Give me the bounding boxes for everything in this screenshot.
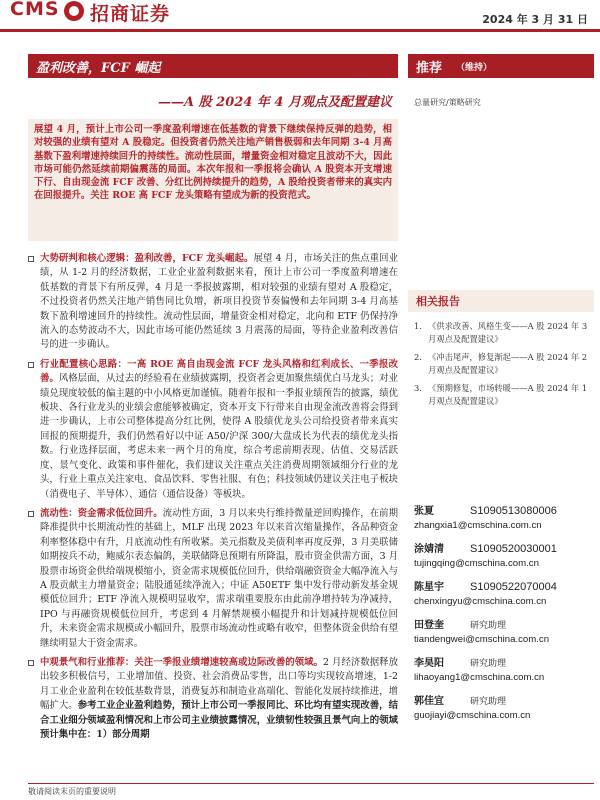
author-list bbox=[414, 502, 594, 730]
related-report-number: 1. bbox=[414, 321, 422, 331]
rating-status: （维持） bbox=[456, 63, 493, 73]
author-license-id: S1090513080006 bbox=[470, 505, 557, 517]
header-divider bbox=[0, 29, 600, 32]
author-email[interactable]: lihaoyang1@cmschina.com.cn bbox=[414, 672, 545, 683]
report-date: 2024 年 3 月 31 日 bbox=[482, 13, 588, 26]
author-name: 陈星宇 bbox=[414, 582, 444, 593]
footer-divider bbox=[28, 783, 594, 784]
logo-emblem-icon bbox=[64, 1, 84, 21]
related-report-item[interactable] bbox=[414, 382, 594, 407]
section-body: 2 月经济数据释放出较多积极信号，工业增加值、投资、社会消费品零售，出口等均实现较高增速，1-2 月工业企业盈利在较低基数背景，消费复苏和制造业高端化、智能化发展持续推进，增幅扩大。 bbox=[40, 656, 398, 712]
author-name: 田登奎 bbox=[414, 620, 444, 631]
author-email[interactable]: chenxingyu@cmschina.com.cn bbox=[414, 596, 547, 607]
section-body: 风格层面，从过去的经验看在业绩披露期，投资者会更加聚焦绩优白马龙头；对业绩兑现度较低的偏主题的中小风格更加谨慎。随着年报和一季报业绩预告的披露，绩优板块、各行业龙头的业绩会愈能够被确定，资本开支下行带来自由现金流改善将会得到进一步确认，上市公司整体提高分红比例，使得 A 股绩优龙头公司给投资者带来真实回报的预期提升，我们仍然看好以中证 A50/沪深 300/大盘成长为代表的绩优龙头指数。行业选择层面，考虑未来一两个月的角度，综合考虑前期表现、估值、交易活跃度、景气变化、政策和事件催化，我们建议关注重点关注消费周期领域细分行业的龙头，行业上重点关注家电、食品饮料、零售社服、有色；科技领域仍建议关注电子板块（消费电子、半导体）、通信（通信设备）等板块。 bbox=[40, 373, 398, 500]
author-email[interactable]: guojiayi@cmschina.com.cn bbox=[414, 710, 531, 721]
section-industry-allocation bbox=[28, 358, 398, 502]
bullet-icon bbox=[28, 660, 34, 666]
author-entry bbox=[414, 578, 594, 616]
summary-box bbox=[28, 119, 398, 241]
logo-company-name: 招商证券 bbox=[90, 3, 171, 25]
author-name: 郭佳宜 bbox=[414, 696, 444, 707]
related-report-item[interactable] bbox=[414, 320, 594, 345]
author-role: 研究助理 bbox=[470, 659, 507, 669]
bullet-icon bbox=[28, 511, 34, 517]
author-entry bbox=[414, 692, 594, 730]
rating-label: 推荐 bbox=[416, 61, 443, 76]
section-body: 流动性方面，3 月以来央行维持微量逆回购操作，在前期降准提供中长期流动性的基础上，MLF 出现 2023 年以来首次缩量操作，各品种资金利率整体稳中有升，月底流动性有所收紧。美元指数及美债利率再度反弹，3 月美联储如期按兵不动，鲍威尔表态偏鸽，美联储降息预期有所降温，股市资金供需方面，3 月股票市场资金供给端规模缩小，资金需求规模低位回升，供给端融资资金大幅净流入与 A 股贡献主力增量资金；陆股通延续净流入；中证 A50ETF 集中发行带动新发基金规模低位回升；ETF 净流入规模明显收窄，需求端重要股东由此前净增持转为净减持，IPO 与再融资规模低位回升，考虑到 4 月解禁规模小幅提升和计划减持规模低位回升，未来资金需求规模或小幅回升，股票市场流动性或略有收窄，但整体资金供给有望继续明显大于资金需求。 bbox=[40, 507, 398, 649]
section-liquidity bbox=[28, 507, 398, 651]
author-email[interactable]: tujingqing@cmschina.com.cn bbox=[414, 558, 539, 569]
section-industry-recommendation bbox=[28, 656, 398, 742]
footer-disclaimer: 敬请阅读末页的重要说明 bbox=[28, 787, 116, 796]
author-entry bbox=[414, 540, 594, 578]
section-lead: 中观景气和行业推荐：关注一季报业绩增速较高或边际改善的领域。 bbox=[40, 656, 324, 668]
rating-banner bbox=[408, 54, 594, 78]
related-reports-title: 相关报告 bbox=[416, 295, 460, 308]
author-name: 李昊阳 bbox=[414, 658, 444, 669]
related-reports-header bbox=[408, 290, 594, 312]
section-tail: 参考工业企业盈利趋势，预计上市公司一季报同比、环比均有望实现改善，结合工业细分领域盈利情况和上市公司主业绩披露情况，业绩韧性较强且景气向上的领域预计集中在：1）部分周期 bbox=[40, 700, 398, 740]
bullet-icon bbox=[28, 362, 34, 368]
author-entry bbox=[414, 502, 594, 540]
section-lead: 行业配置核心思路：一高 ROE 高自由现金流 FCF 龙头风格和红利成长、一季报改善。 bbox=[40, 358, 398, 385]
author-email[interactable]: zhangxia1@cmschina.com.cn bbox=[414, 520, 542, 531]
related-report-title[interactable]: 《冲击尾声，修复渐起——A 股 2024 年 2 月观点及配置建议》 bbox=[428, 352, 588, 375]
company-logo bbox=[8, 0, 208, 26]
report-category: 总量研究/策略研究 bbox=[414, 98, 481, 107]
author-name: 张夏 bbox=[414, 506, 434, 517]
bullet-icon bbox=[28, 256, 34, 262]
author-name: 涂婧清 bbox=[414, 544, 444, 555]
author-role: 研究助理 bbox=[470, 621, 507, 631]
report-title-banner bbox=[28, 54, 398, 78]
author-entry bbox=[414, 654, 594, 692]
related-report-number: 2. bbox=[414, 352, 422, 363]
related-report-item[interactable] bbox=[414, 351, 594, 376]
report-subtitle: ——A 股 2024 年 4 月观点及配置建议 bbox=[158, 95, 392, 110]
related-report-title[interactable]: 《供求改善、风格生变——A 股 2024 年 3 月观点及配置建议》 bbox=[428, 321, 588, 344]
logo-cms-text: CMS bbox=[10, 0, 60, 20]
author-email[interactable]: tiandengwei@cmschina.com.cn bbox=[414, 634, 550, 645]
author-license-id: S1090520030001 bbox=[470, 543, 557, 555]
related-report-title[interactable]: 《预期修复，市场转暖——A 股 2024 年 1 月观点及配置建议》 bbox=[428, 383, 588, 406]
report-title: 盈利改善，FCF 崛起 bbox=[36, 61, 161, 76]
main-content bbox=[28, 252, 398, 747]
author-license-id: S1090522070004 bbox=[470, 581, 557, 593]
section-market-outlook bbox=[28, 252, 398, 353]
author-role: 研究助理 bbox=[470, 697, 507, 707]
section-body: 展望 4 月，市场关注的焦点重回业绩，从 1-2 月的经济数据，工业企业盈利数据来看，预计上市公司一季度盈利增速在低基数的背景下有所反弹，4 月是一季报披露期，相对较强的业绩有望对 A 股稳定，不过投资者仍然关注地产销售同比负增，新项目投资节奏偏慢和去年同期 3-4 月高基数下盈利增速回升的持续性。流动性层面，增量资金相对稳定，北向和 ETF 仍保持净流入的态势波动不大，因此市场可能仍然延续 3 月震荡的局面，等待企业盈利改善信号的进一步确认。 bbox=[40, 253, 398, 351]
section-lead: 大势研判和核心逻辑：盈利改善，FCF 龙头崛起。 bbox=[40, 253, 254, 264]
section-lead: 流动性：资金需求低位回升。 bbox=[40, 507, 163, 519]
related-reports-list bbox=[414, 320, 594, 414]
author-entry bbox=[414, 616, 594, 654]
related-report-number: 3. bbox=[414, 383, 422, 394]
summary-text: 展望 4 月，预计上市公司一季度盈利增速在低基数的背景下继续保持反弹的趋势，相对较强的业绩有望对 A 股稳定。但投资者仍然关注地产销售极弱和去年同期 3-4 月高基数下盈利增速持续回升的持续性。流动性层面，增量资金相对稳定且波动不大，因此市场可能仍然延续前期偏震荡的局面。本次年报和一季报将会确认 A 股资本开支增速下行、自由现金流 FCF 改善、分红比例持续提升的趋势，A 股给投资者带来的真实内在回报提升。关注 ROE 高 FCF 龙头策略有望成为新的投资范式。 bbox=[34, 124, 392, 202]
